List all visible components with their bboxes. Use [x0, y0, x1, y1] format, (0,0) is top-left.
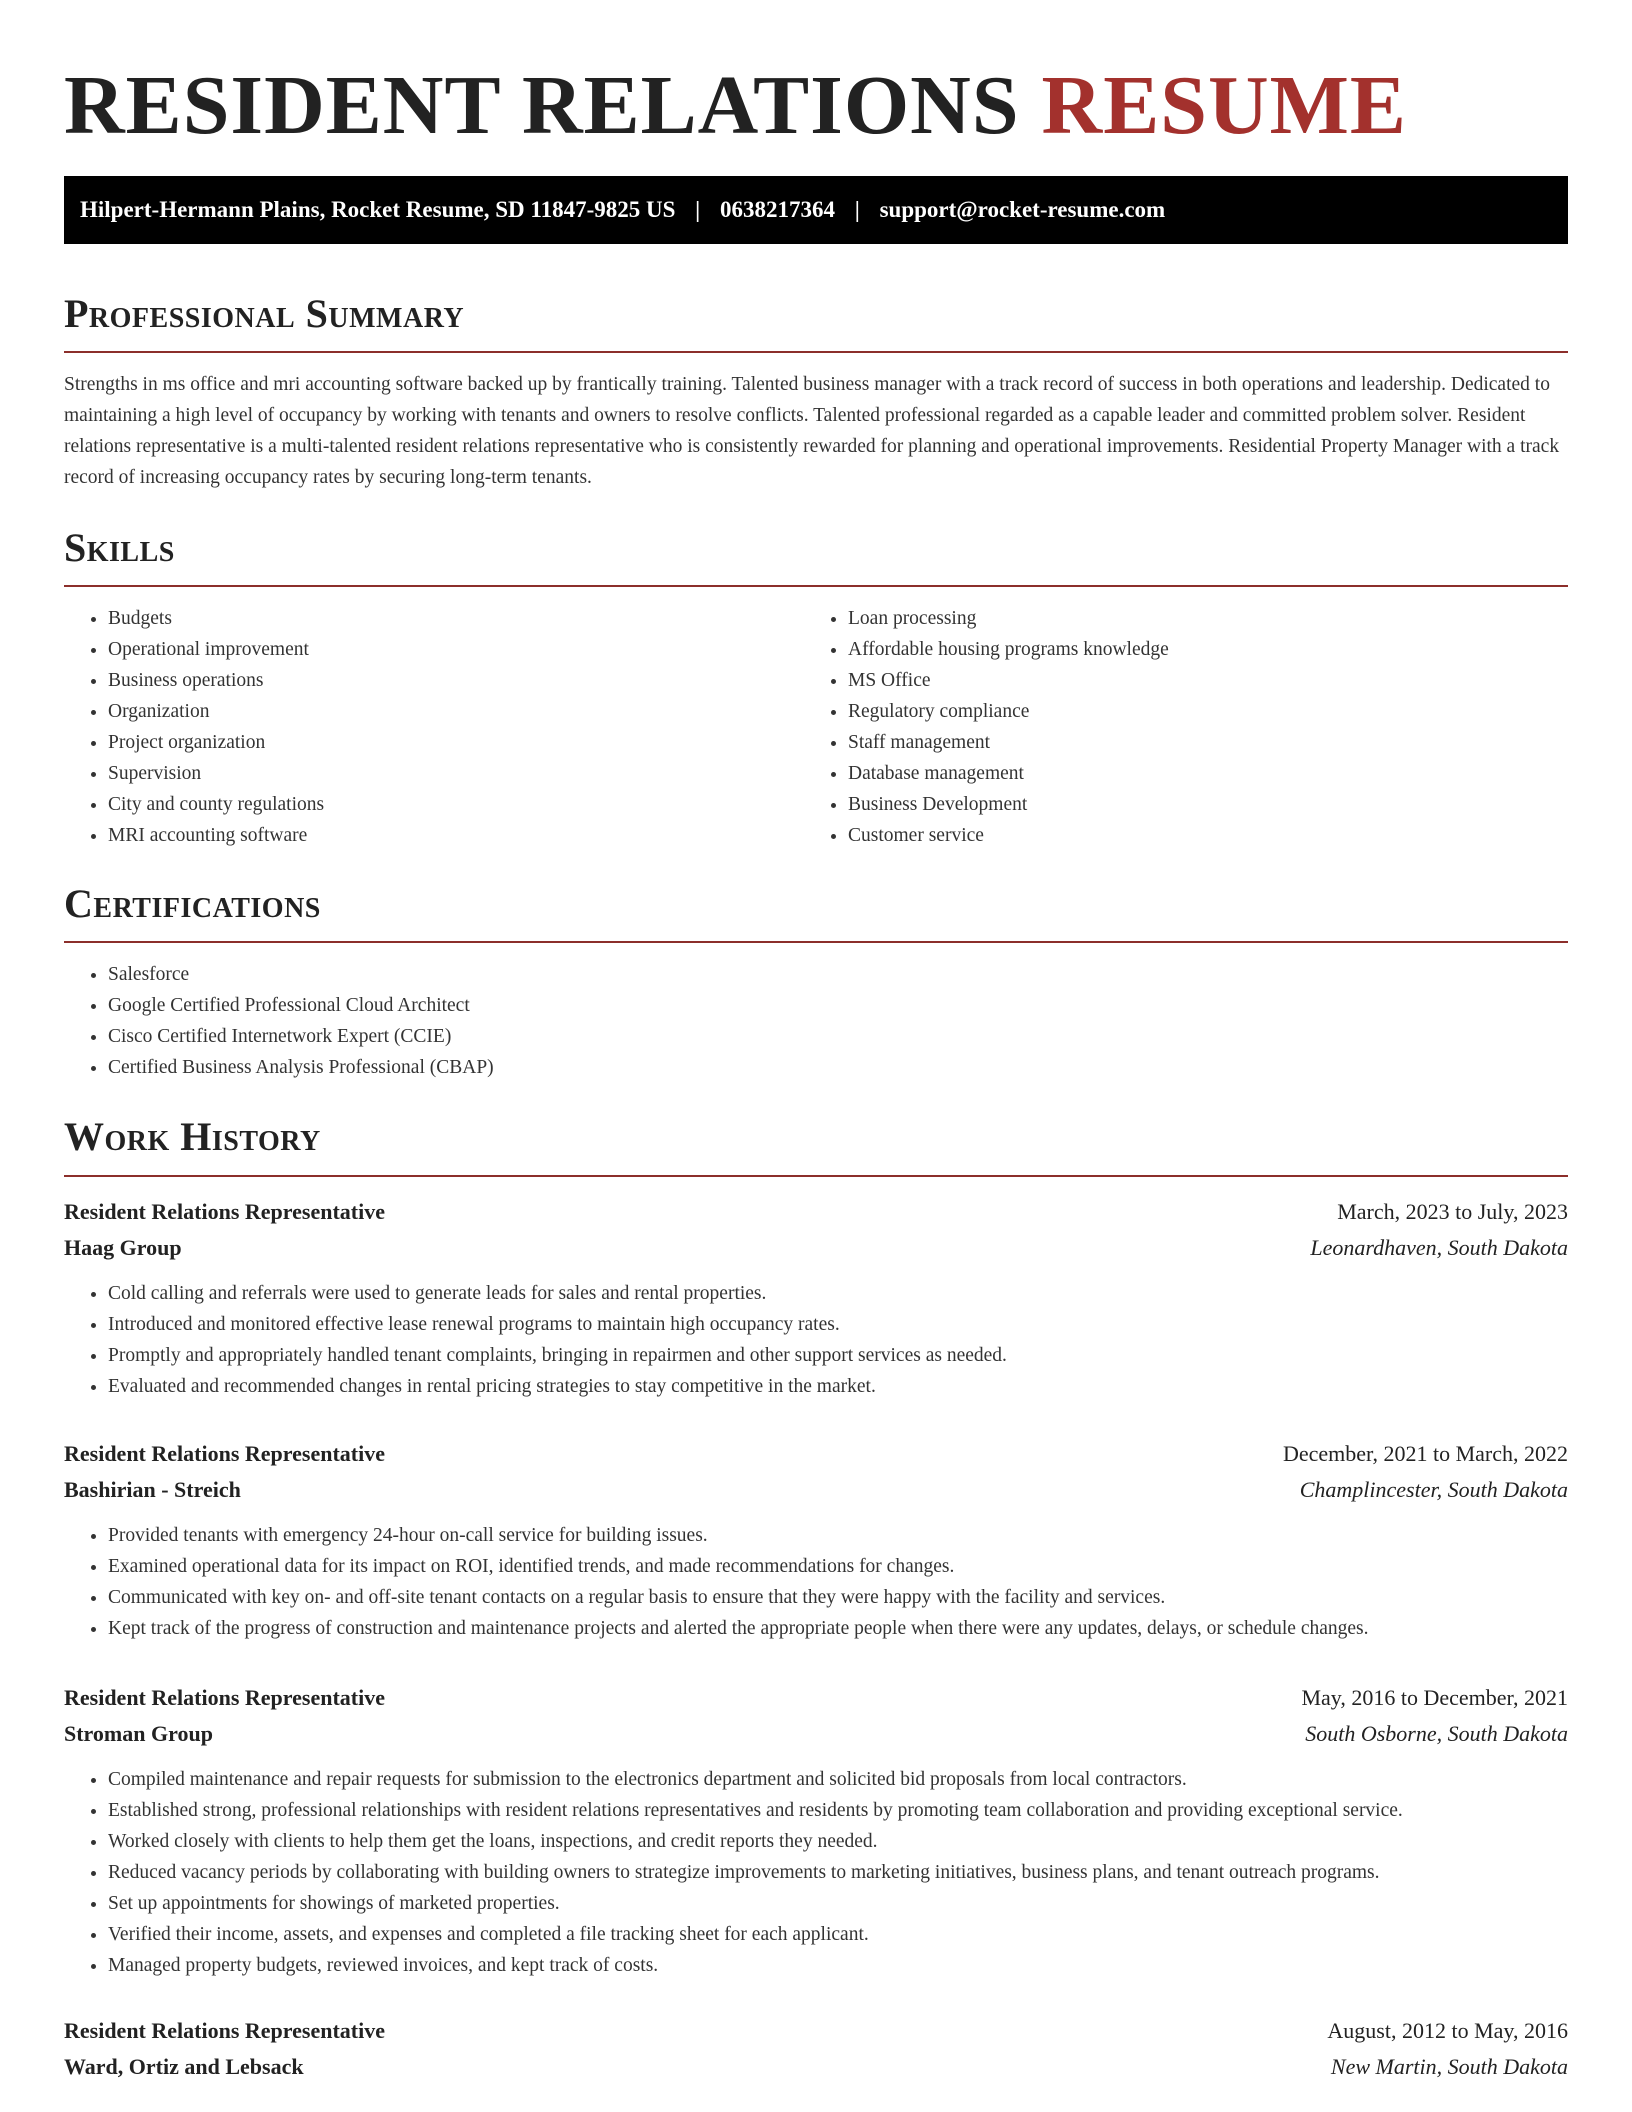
job-duty: • Introduced and monitored effective lease renewal programs to maintain high occupancy rates.: [108, 1309, 1568, 1340]
section-divider: [64, 941, 1568, 943]
job-location: New Martin, South Dakota: [1330, 2054, 1568, 2079]
certification-item: • Salesforce: [108, 959, 1568, 990]
skills-column-right: [804, 603, 1544, 851]
job-dates: May, 2016 to December, 2021: [1301, 1685, 1568, 1710]
skill-item: • Project organization: [108, 727, 804, 758]
contact-address: Hilpert-Hermann Plains, Rocket Resume, SD 11847-9825 US: [80, 197, 676, 222]
skill-item: • Database management: [848, 758, 1544, 789]
certifications-list: [64, 959, 1568, 1083]
certification-item: • Certified Business Analysis Professional (CBAP): [108, 1052, 1568, 1083]
job-location: Leonardhaven, South Dakota: [1310, 1235, 1568, 1260]
job-title: Resident Relations Representative: [64, 1685, 385, 1710]
resume-title: [64, 0, 1568, 156]
job-entry: [64, 2013, 1568, 2085]
job-company: Bashirian - Streich: [64, 1477, 241, 1502]
job-title: Resident Relations Representative: [64, 2018, 385, 2043]
contact-separator: |: [695, 197, 701, 222]
skill-item: • MRI accounting software: [108, 820, 804, 851]
skill-item: • Loan processing: [848, 603, 1544, 634]
job-duty: • Compiled maintenance and repair requests for submission to the electronics department and solicited bid proposals from local contractors.: [108, 1764, 1568, 1795]
job-company: Ward, Ortiz and Lebsack: [64, 2054, 304, 2079]
job-title: Resident Relations Representative: [64, 1441, 385, 1466]
job-duty: • Evaluated and recommended changes in rental pricing strategies to stay competitive in the market.: [108, 1371, 1568, 1402]
contact-bar: [64, 176, 1568, 244]
job-company: Stroman Group: [64, 1721, 213, 1746]
job-duty: • Set up appointments for showings of marketed properties.: [108, 1888, 1568, 1919]
work-history-heading: Work History: [64, 1114, 321, 1159]
job-entry: [64, 1436, 1568, 1644]
skill-item: • MS Office: [848, 665, 1544, 696]
job-duties-list: [64, 1278, 1568, 1402]
certifications-section: [64, 959, 1568, 1083]
skills-column-left: [64, 603, 804, 851]
job-title: Resident Relations Representative: [64, 1199, 385, 1224]
title-main: RESIDENT RELATIONS: [64, 59, 1020, 152]
skill-item: • Supervision: [108, 758, 804, 789]
section-divider: [64, 351, 1568, 353]
skills-list-left: [64, 603, 804, 851]
job-duty: • Managed property budgets, reviewed invoices, and kept track of costs.: [108, 1950, 1568, 1981]
job-company-row: [64, 1472, 1568, 1508]
skill-item: • City and county regulations: [108, 789, 804, 820]
job-dates: March, 2023 to July, 2023: [1337, 1199, 1568, 1224]
job-header-row: [64, 1436, 1568, 1472]
skills-list-right: [804, 603, 1544, 851]
job-duty: • Cold calling and referrals were used to generate leads for sales and rental properties.: [108, 1278, 1568, 1309]
skill-item: • Business operations: [108, 665, 804, 696]
contact-email: support@rocket-resume.com: [879, 197, 1166, 222]
job-header-row: [64, 1194, 1568, 1230]
job-dates: August, 2012 to May, 2016: [1327, 2018, 1568, 2043]
job-location: South Osborne, South Dakota: [1305, 1721, 1568, 1746]
job-duty: • Established strong, professional relationships with resident relations representatives and residents by promoting team collaboration and providing exceptional service.: [108, 1795, 1568, 1826]
contact-phone: 0638217364: [720, 197, 835, 222]
skill-item: • Regulatory compliance: [848, 696, 1544, 727]
job-duty: • Kept track of the progress of construction and maintenance projects and alerted the appropriate people when there were any updates, delays, or schedule changes.: [108, 1613, 1568, 1644]
resume-page: [64, 0, 1568, 2079]
title-accent: RESUME: [1041, 59, 1407, 152]
certification-item: • Google Certified Professional Cloud Architect: [108, 990, 1568, 1021]
job-duty: • Examined operational data for its impact on ROI, identified trends, and made recommendations for changes.: [108, 1551, 1568, 1582]
skills-heading: Skills: [64, 525, 175, 570]
job-entry: [64, 1194, 1568, 1402]
skill-item: • Organization: [108, 696, 804, 727]
job-dates: December, 2021 to March, 2022: [1282, 1441, 1568, 1466]
certifications-heading: Certifications: [64, 881, 321, 926]
job-duties-list: [64, 1520, 1568, 1644]
job-company-row: [64, 1230, 1568, 1266]
job-header-row: [64, 1680, 1568, 1716]
summary-text: Strengths in ms office and mri accounting software backed up by frantically training. Talented business manager with a track record of success in both operations and leadership. Dedicated to maintaining a high level of occupancy by working with tenants and owners to resolve conflicts. Talented professional regarded as a capable leader and committed problem solver. Resident relations representative is a multi-talented resident relations representative who is consistently rewarded for planning and operational improvements. Residential Property Manager with a track record of increasing occupancy rates by securing long-term tenants.: [64, 374, 1560, 488]
certification-item: • Cisco Certified Internetwork Expert (CCIE): [108, 1021, 1568, 1052]
job-entry: [64, 1680, 1568, 1981]
contact-separator: |: [854, 197, 860, 222]
job-duty: • Provided tenants with emergency 24-hour on-call service for building issues.: [108, 1520, 1568, 1551]
job-duty: • Verified their income, assets, and expenses and completed a file tracking sheet for each applicant.: [108, 1919, 1568, 1950]
job-duty: • Communicated with key on- and off-site tenant contacts on a regular basis to ensure that they were happy with the facility and services.: [108, 1582, 1568, 1613]
skill-item: • Customer service: [848, 820, 1544, 851]
skill-item: • Business Development: [848, 789, 1544, 820]
skill-item: • Budgets: [108, 603, 804, 634]
job-company-row: [64, 2049, 1568, 2085]
job-duties-list: [64, 1764, 1568, 1981]
skill-item: • Operational improvement: [108, 634, 804, 665]
job-duty: • Promptly and appropriately handled tenant complaints, bringing in repairmen and other support services as needed.: [108, 1340, 1568, 1371]
job-duty: • Worked closely with clients to help them get the loans, inspections, and credit reports they needed.: [108, 1826, 1568, 1857]
summary-heading: Professional Summary: [64, 291, 465, 336]
skill-item: • Affordable housing programs knowledge: [848, 634, 1544, 665]
job-company: Haag Group: [64, 1235, 182, 1260]
skill-item: • Staff management: [848, 727, 1544, 758]
section-divider: [64, 1175, 1568, 1177]
section-divider: [64, 585, 1568, 587]
job-duty: • Reduced vacancy periods by collaborating with building owners to strategize improvements to marketing initiatives, business plans, and tenant outreach programs.: [108, 1857, 1568, 1888]
job-header-row: [64, 2013, 1568, 2049]
job-location: Champlincester, South Dakota: [1299, 1477, 1568, 1502]
job-company-row: [64, 1716, 1568, 1752]
